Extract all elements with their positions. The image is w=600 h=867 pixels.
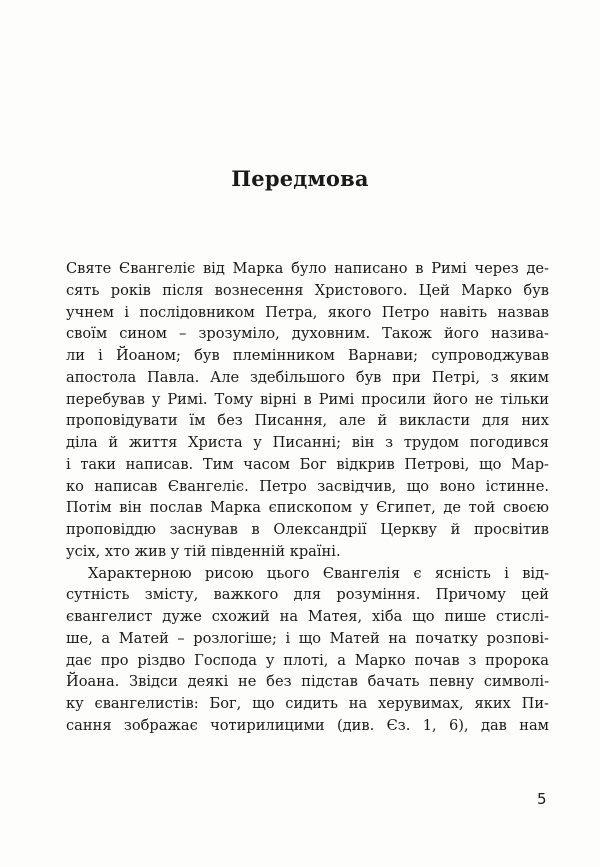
text-line: перебував у Римі. Тому вірні в Римі просили його не тільки <box>66 390 549 408</box>
text-line: діла й життя Христа у Писанні; він з трудом погодився <box>66 434 549 451</box>
text-line: ли і Йоаном; був племінником Варнави; супроводжував <box>66 347 549 364</box>
text-line: ку євангелистів: Бог, що сидить на херувимах, яких Пи- <box>66 695 549 712</box>
text-line: сять років після вознесення Христового. Цей Марко був <box>66 281 549 299</box>
text-line: і таки написав. Тим часом Бог відкрив Петрові, що Мар- <box>66 455 549 473</box>
text-line: Йоана. Звідси деякі не без підстав бачать певну символі- <box>66 673 549 691</box>
page-number: 5 <box>537 790 547 808</box>
text-line: проповіддю заснував в Олександрії Церкву й просвітив <box>66 521 549 538</box>
text-line: Святе Євангеліє від Марка було написано в Римі через де- <box>66 260 549 277</box>
text-line: євангелист дуже схожий на Матея, хіба що пише стислі- <box>66 608 549 625</box>
text-line: усіх, хто жив у тій південній країні. <box>66 542 341 560</box>
text-line: сання зображає чотирилицими (див. Єз. 1, 6), дав нам <box>66 716 549 734</box>
text-line: ко написав Євангеліє. Петро засвідчив, що воно істинне. <box>66 477 549 495</box>
text-line: проповідувати їм без Писання, але й викласти для них <box>66 412 549 430</box>
paragraph-2 <box>66 563 549 737</box>
text-line: ше, а Матей – розлогіше; і що Матей на початку розпові- <box>66 629 549 647</box>
page-title: Передмова <box>231 166 369 191</box>
text-line: учнем і послідовником Петра, якого Петро навіть назвав <box>66 303 549 321</box>
text-line: Характерною рисою цього Євангелія є ясність і від- <box>88 564 549 582</box>
text-line: дає про різдво Господа у плоті, а Марко почав з пророка <box>66 651 549 669</box>
text-line: своїм сином – зрозуміло, духовним. Також його назива- <box>66 325 549 343</box>
body-text <box>66 258 549 737</box>
text-line: апостола Павла. Але здебільшого був при Петрі, з яким <box>66 368 549 386</box>
text-line: Потім він послав Марка єпископом у Єгипет, де той своєю <box>66 499 549 517</box>
text-line: сутність змісту, важкого для розуміння. Причому цей <box>66 586 549 604</box>
paragraph-1 <box>66 258 549 563</box>
